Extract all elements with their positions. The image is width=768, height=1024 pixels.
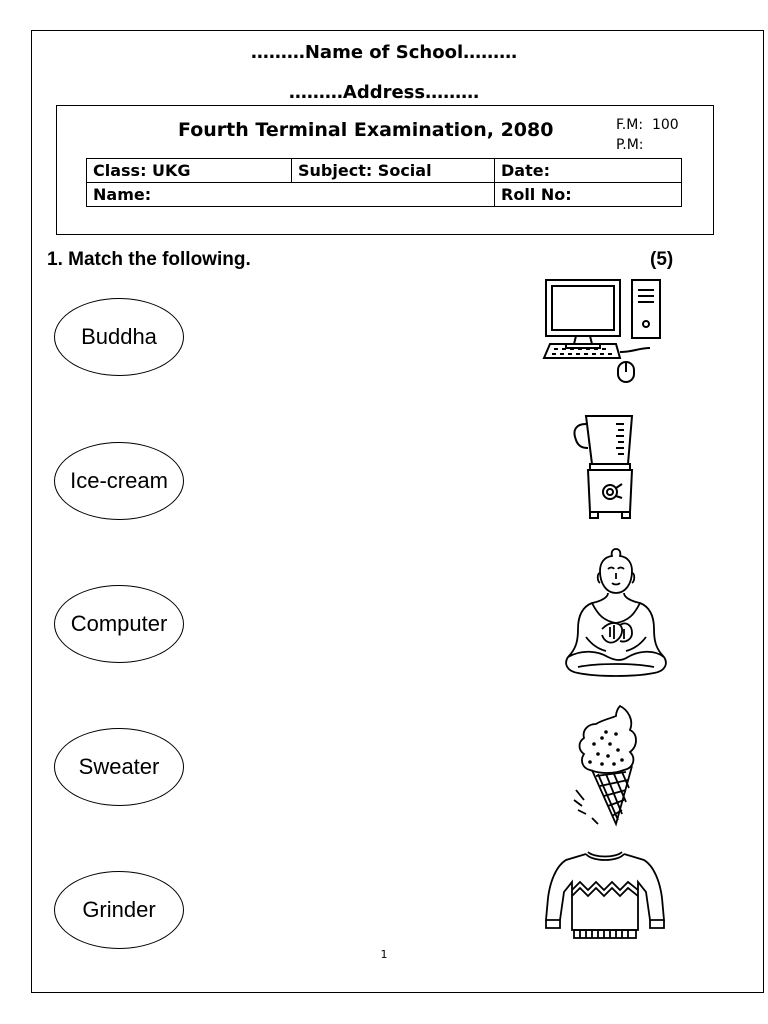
student-info-table: [86, 158, 682, 207]
word-oval-sweater[interactable]: [54, 728, 184, 806]
word-oval-grinder[interactable]: [54, 871, 184, 949]
school-address: ………Address………: [288, 82, 480, 103]
word-label: Ice-cream: [70, 468, 168, 493]
grinder-icon[interactable]: [568, 412, 640, 522]
word-label: Grinder: [82, 897, 156, 922]
marks-info: [616, 115, 679, 155]
school-name: ………Name of School………: [250, 42, 518, 63]
page-number: 1: [380, 948, 388, 961]
computer-icon[interactable]: [542, 278, 666, 384]
date-cell: Date:: [495, 159, 682, 183]
sweater-icon[interactable]: [544, 848, 666, 942]
question-marks: (5): [650, 249, 674, 270]
full-marks-value: 100: [651, 117, 679, 133]
ice-cream-icon[interactable]: [572, 704, 642, 828]
word-label: Sweater: [78, 754, 160, 779]
subject-cell: Subject: Social: [292, 159, 495, 183]
exam-title: Fourth Terminal Examination, 2080: [178, 119, 554, 141]
word-oval-computer[interactable]: [54, 585, 184, 663]
roll-no-cell: Roll No:: [495, 183, 682, 207]
pass-marks-label: P.M:: [616, 137, 644, 153]
question-text: 1. Match the following.: [47, 249, 251, 270]
word-label: Buddha: [81, 324, 157, 349]
word-oval-ice-cream[interactable]: [54, 442, 184, 520]
name-cell: Name:: [87, 183, 495, 207]
word-oval-buddha[interactable]: [54, 298, 184, 376]
full-marks-label: F.M:: [616, 117, 644, 133]
buddha-icon[interactable]: [558, 545, 674, 685]
word-label: Computer: [70, 611, 168, 636]
class-cell: Class: UKG: [87, 159, 292, 183]
